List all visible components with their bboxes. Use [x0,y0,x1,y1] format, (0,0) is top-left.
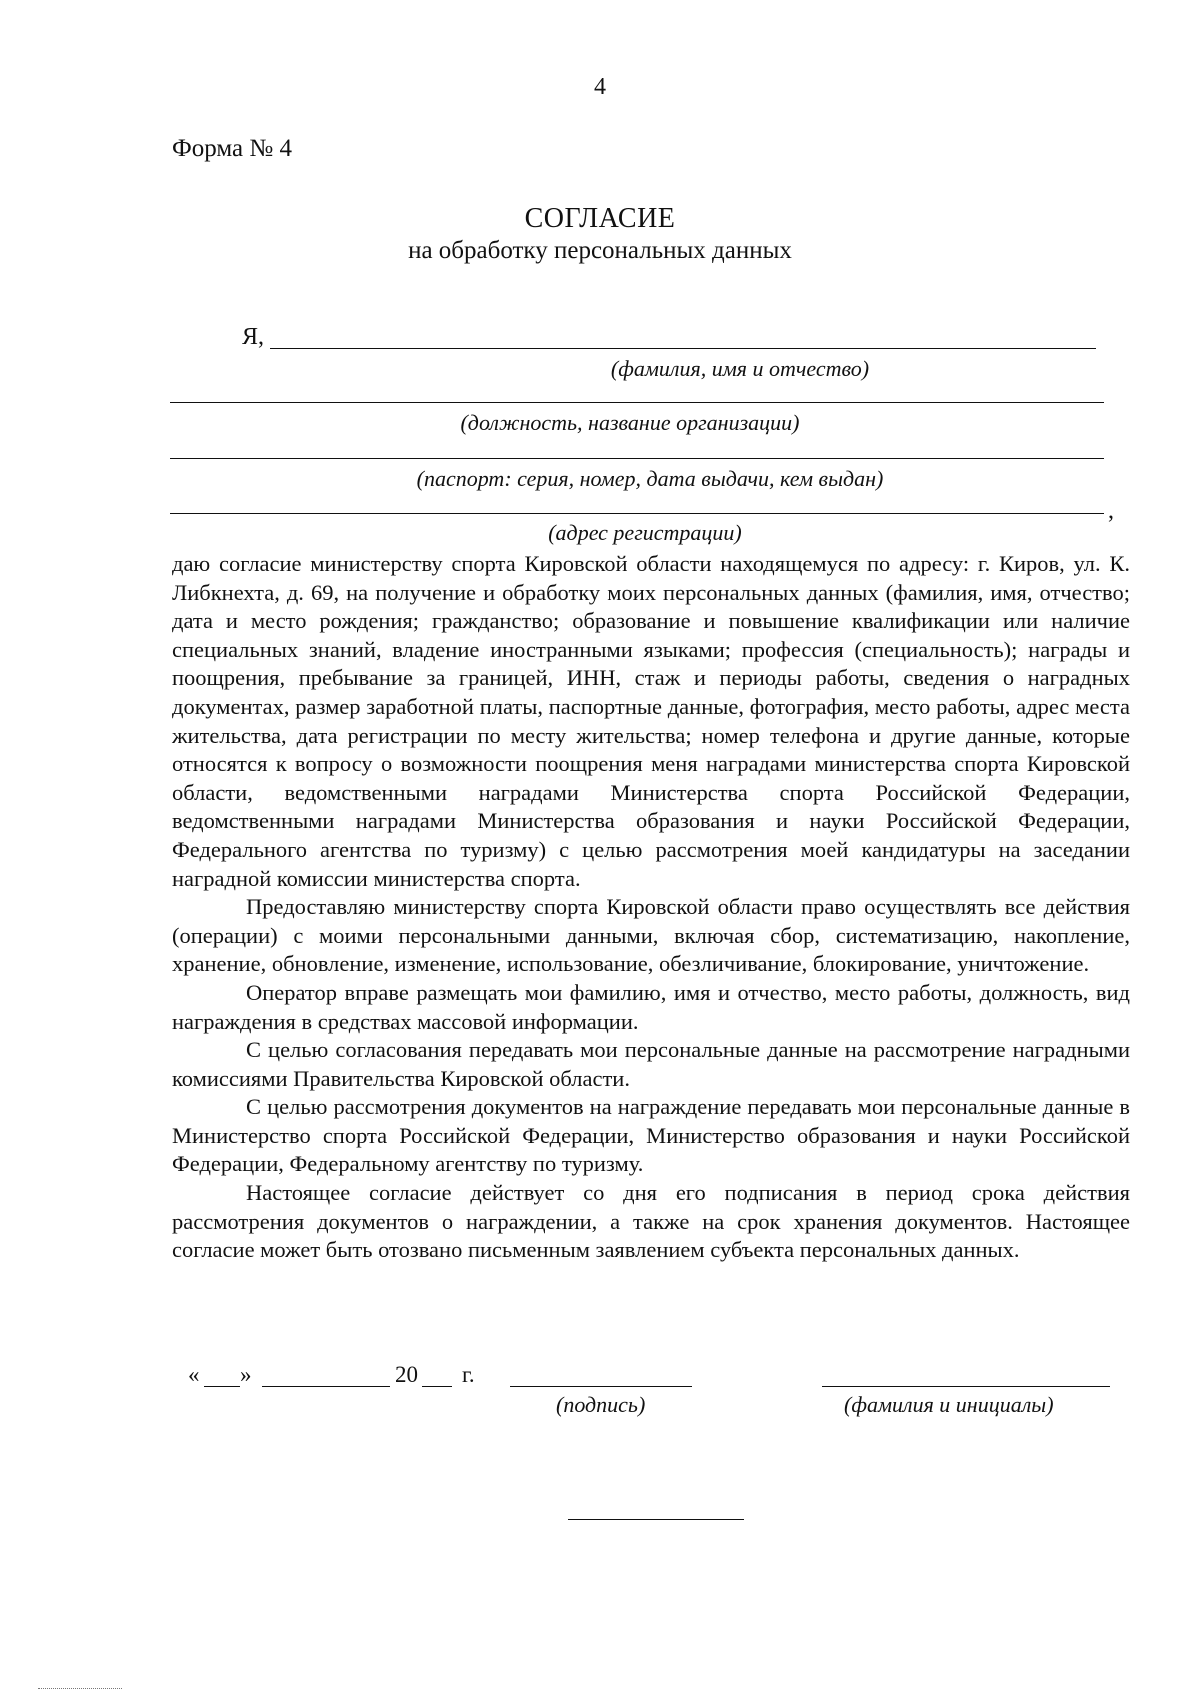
document-end-line [568,1519,744,1520]
paragraph-consent-scope: даю согласие министерству спорта Кировской области находящемуся по адресу: г. Киров, ул. К. Либкнехта, д. 69, на получение и обработку моих персональных данных (фамилия, имя, отчество; дата и место рождения; гражданство; образование и повышение квалификации или наличие специальных знаний, владение иностранными языками; профессия (специальность); награды и поощрения, пребывание за границей, ИНН, стаж и периоды работы, сведения о наградных документах, размер заработной платы, паспортные данные, фотография, место работы, адрес места жительства, дата регистрации по месту жительства; номер телефона и другие данные, которые относятся к вопросу о возможности поощрения меня наградами министерства спорта Кировской области, ведомственными наградами Министерства спорта Российской Федерации, ведомственными наградами Министерства образования и науки Российской Федерации, Федерального агентства по туризму) с целью рассмотрения моей кандидатуры на заседании наградной комиссии министерства спорта. [172,551,1130,891]
document-subtitle: на обработку персональных данных [408,237,792,264]
paragraph-processing-rights: Предоставляю министерству спорта Кировской области право осуществлять все действия (операции) с моими персональными данными, включая сбор, систематизацию, накопление, хранение, обновление, изменение, использование, обезличивание, блокирование, уничтожение. [172,894,1130,977]
year-field-line[interactable] [422,1386,452,1387]
day-field-line[interactable] [204,1386,240,1387]
signature-field-line[interactable] [510,1386,692,1387]
paragraph-validity: Настоящее согласие действует со дня его подписания в период срока действия рассмотрения документов о награждении, а также на срок хранения документов. Настоящее согласие может быть отозвано письменным заявлением субъекта персональных данных. [172,1180,1130,1263]
consent-body [172,550,1130,1265]
name-caption: (фамилия, имя и отчество) [610,356,870,381]
position-field-line[interactable] [170,402,1104,403]
month-field-line[interactable] [262,1386,390,1387]
form-label: Форма № 4 [172,135,292,162]
passport-field-line[interactable] [170,458,1104,459]
quote-close: » [240,1362,252,1387]
scan-footer-mark [38,1688,122,1689]
quote-open: « [188,1362,200,1387]
year-suffix: г. [462,1362,475,1387]
signature-caption: (подпись) [556,1392,646,1417]
address-caption: (адрес регистрации) [548,520,742,545]
year-prefix: 20 [395,1362,418,1387]
document-title: СОГЛАСИЕ [524,203,676,234]
paragraph-ministries-transfer: С целью рассмотрения документов на награждение передавать мои персональные данные в Министерство спорта Российской Федерации, Министерство образования и науки Российской Федерации, Федеральному агентству по туризму. [172,1094,1130,1177]
initials-field-line[interactable] [822,1386,1110,1387]
name-field-line[interactable] [270,348,1096,349]
position-caption: (должность, название организации) [460,410,800,435]
page-number: 4 [594,74,606,100]
ya-label: Я, [242,324,265,350]
trailing-comma: , [1108,498,1114,524]
initials-caption: (фамилия и инициалы) [844,1392,1054,1417]
paragraph-government-commissions: С целью согласования передавать мои персональные данные на рассмотрение наградными комиссиями Правительства Кировской области. [172,1037,1130,1091]
address-field-line[interactable] [170,513,1104,514]
paragraph-media-publication: Оператор вправе размещать мои фамилию, имя и отчество, место работы, должность, вид награждения в средствах массовой информации. [172,979,1130,1034]
passport-caption: (паспорт: серия, номер, дата выдачи, кем выдан) [416,466,884,491]
